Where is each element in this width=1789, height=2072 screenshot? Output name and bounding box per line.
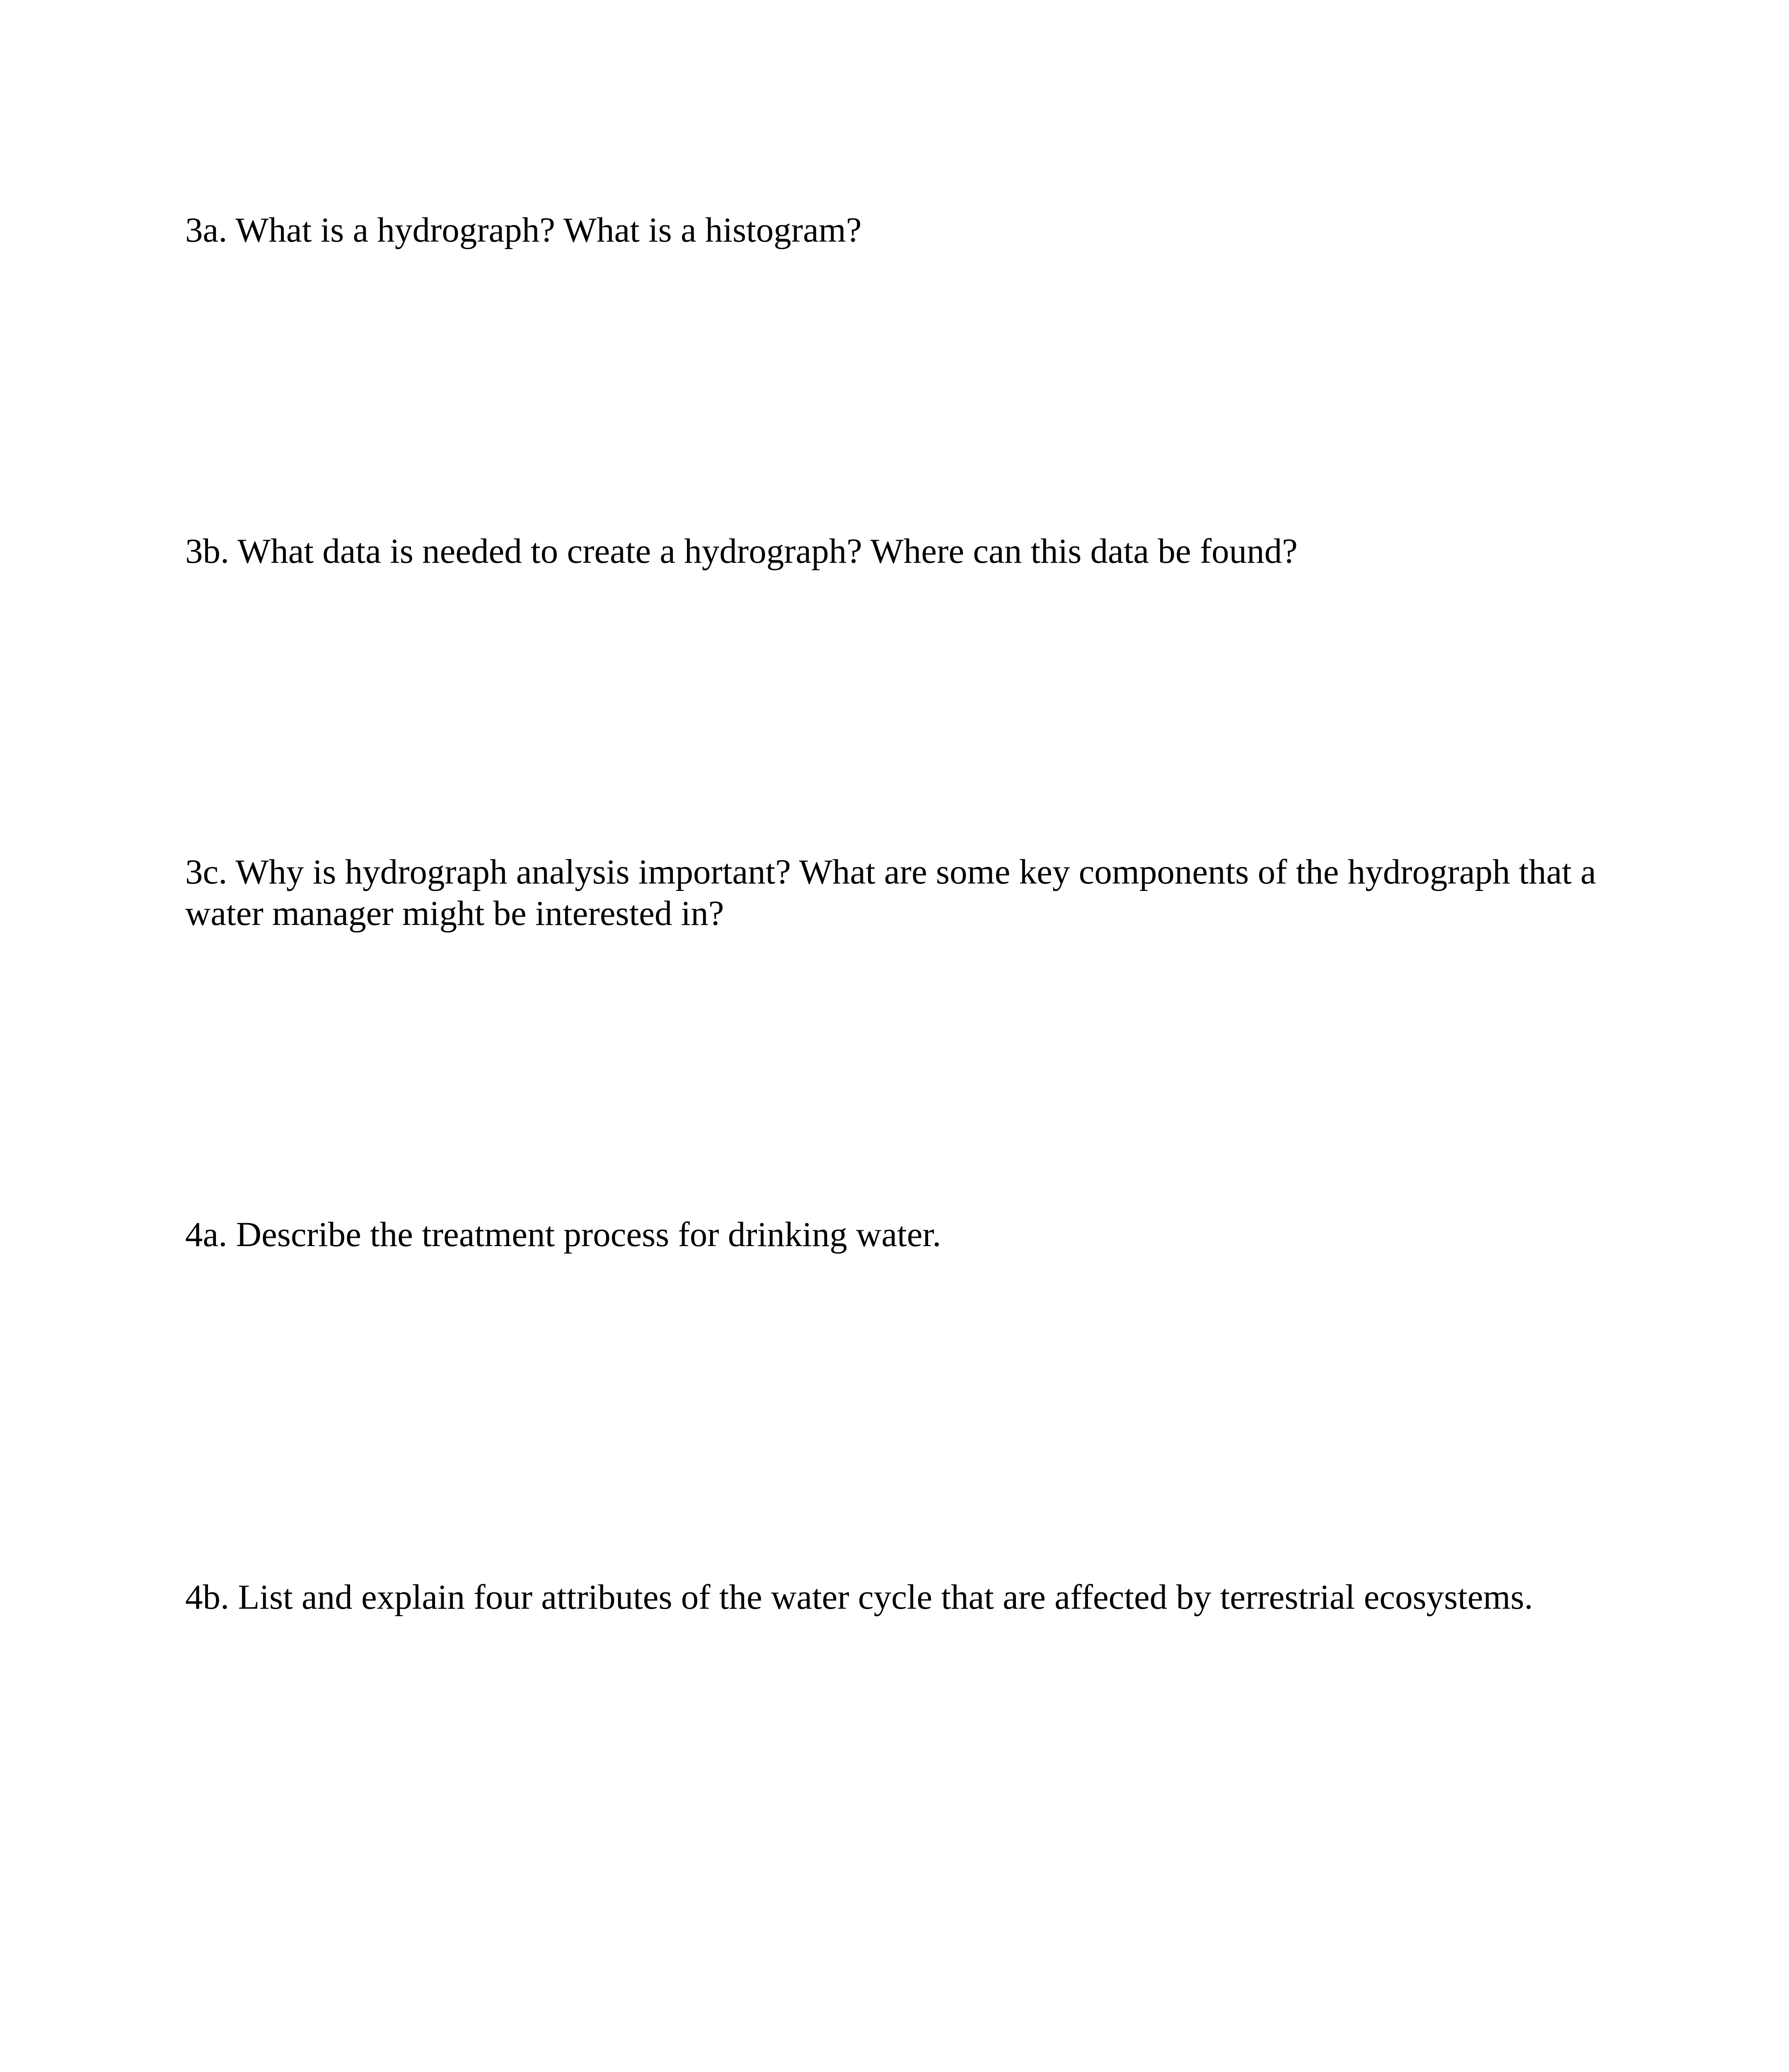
question-4a: 4a. Describe the treatment process for drinking water.: [185, 1215, 941, 1254]
question-3a: 3a. What is a hydrograph? What is a histogram?: [185, 211, 862, 249]
question-3b: 3b. What data is needed to create a hydrograph? Where can this data be found?: [185, 532, 1298, 571]
question-3c: 3c. Why is hydrograph analysis important? What are some key components of the hydrograph that a water manager might be interested in?: [185, 852, 1596, 933]
question-4b: 4b. List and explain four attributes of the water cycle that are affected by terrestrial ecosystems.: [185, 1578, 1533, 1617]
